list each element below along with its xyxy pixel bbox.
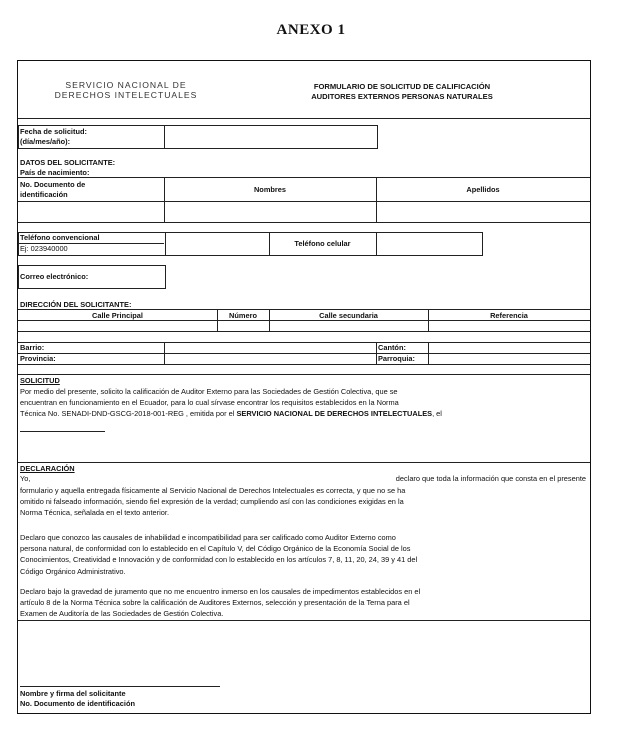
institution-name-line1: SERVICIO NACIONAL DE (65, 80, 187, 90)
address-col-main-street: Calle Principal (92, 311, 143, 320)
form-title-line1: FORMULARIO DE SOLICITUD DE CALIFICACIÓN (313, 82, 491, 91)
parish-label: Parroquia: (378, 354, 415, 363)
request-paragraph: Por medio del presente, solicito la calificación de Auditor Externo para las Sociedades de Gestión Colectiva, que se encuentran en funcionamiento en el Ecuador, para lo cual sírvase encontrar los requisitos establecidos en la Norma Técnica No. SENADI-DND-GSCG-2018-001-REG , emitida por el SERVICIO NACIONAL DE DERECHOS INTELECTUALES, el (20, 387, 442, 419)
declarant-name-input[interactable] (36, 474, 292, 484)
request-date-label-line1: Fecha de solicitud: (20, 127, 87, 136)
declaration-yo: Yo, (20, 474, 31, 483)
names-input[interactable] (165, 202, 375, 221)
header-divider (18, 118, 590, 119)
mobile-input[interactable] (377, 233, 481, 253)
neighborhood-label: Barrio: (20, 343, 45, 352)
id-doc-label-line2: identificación (20, 190, 68, 199)
address-col-reference: Referencia (490, 311, 528, 320)
declaration-paragraph-1: formulario y aquella entregada físicamente al Servicio Nacional de Derechos Intelectuales es correcta, y que no se ha omitido ni falseado información, siendo fiel expresión de la verdad; cumpliendo así con las condiciones exigidas en la Norma Técnica, señalada en el texto anterior. (20, 486, 406, 518)
address-section-title: DIRECCIÓN DEL SOLICITANTE: (20, 300, 132, 309)
landline-label: Teléfono convencional (20, 233, 100, 242)
province-label: Provincia: (20, 354, 56, 363)
name-sign-label: Nombre y firma del solicitante (20, 689, 126, 698)
address-input-row[interactable] (19, 321, 589, 330)
canton-parish-input[interactable] (429, 343, 589, 363)
annex-title: ANEXO 1 (276, 22, 346, 38)
names-header: Nombres (253, 185, 287, 194)
request-date-label-line2: (día/mes/año): (20, 137, 71, 146)
institution-name (36, 80, 216, 100)
applicant-section-title: DATOS DEL SOLICITANTE: (20, 158, 116, 167)
birth-country-label: País de nacimiento: (20, 168, 90, 177)
signature-area[interactable] (20, 630, 220, 683)
request-blank-line (20, 431, 105, 432)
declaration-p1-start: declaro que toda la información que consta en el presente (395, 474, 586, 483)
signature-id-doc-label: No. Documento de identificación (20, 699, 135, 708)
surnames-input[interactable] (377, 202, 589, 221)
surnames-header: Apellidos (466, 185, 500, 194)
canton-label: Cantón: (378, 343, 406, 352)
neighborhood-province-input[interactable] (165, 343, 375, 363)
form-title (282, 82, 522, 102)
institution-name-line2: DERECHOS INTELECTUALES (54, 90, 198, 100)
form-title-line2: AUDITORES EXTERNOS PERSONAS NATURALES (311, 92, 493, 101)
request-section-title: SOLICITUD (20, 376, 60, 385)
declaration-paragraph-2: Declaro que conozco las causales de inhabilidad e incompatibilidad para ser calificado como Auditor Externo como persona natural, de conformidad con lo establecido en el Capítulo V, del Código Orgánico de la Economía Social de los Conocimientos, Creatividad e Innovación y de conformidad con lo establecido en los artículos 7, 8, 11, 20, 24, 39 y 41 del Código Orgánico Administrativo. (20, 533, 418, 576)
mobile-label: Teléfono celular (294, 239, 351, 248)
address-col-secondary-street: Calle secundaria (319, 311, 378, 320)
email-label: Correo electrónico: (20, 272, 89, 281)
signature-line (20, 686, 220, 687)
id-doc-input[interactable] (19, 202, 163, 221)
id-doc-label-line1: No. Documento de (20, 180, 86, 189)
declaration-section-title: DECLARACIÓN (20, 464, 75, 473)
address-col-number: Número (229, 311, 257, 320)
landline-example: Ej: 023940000 (20, 244, 68, 253)
declaration-paragraph-3: Declaro bajo la gravedad de juramento que no me encuentro inmerso en los causales de impedimentos establecidos en el artículo 8 de la Norma Técnica sobre la calificación de Auditores Externos, selección y presentación de la Terna para el Examen de Auditoría de las Sociedades de Gestión Colectiva. (20, 587, 421, 619)
